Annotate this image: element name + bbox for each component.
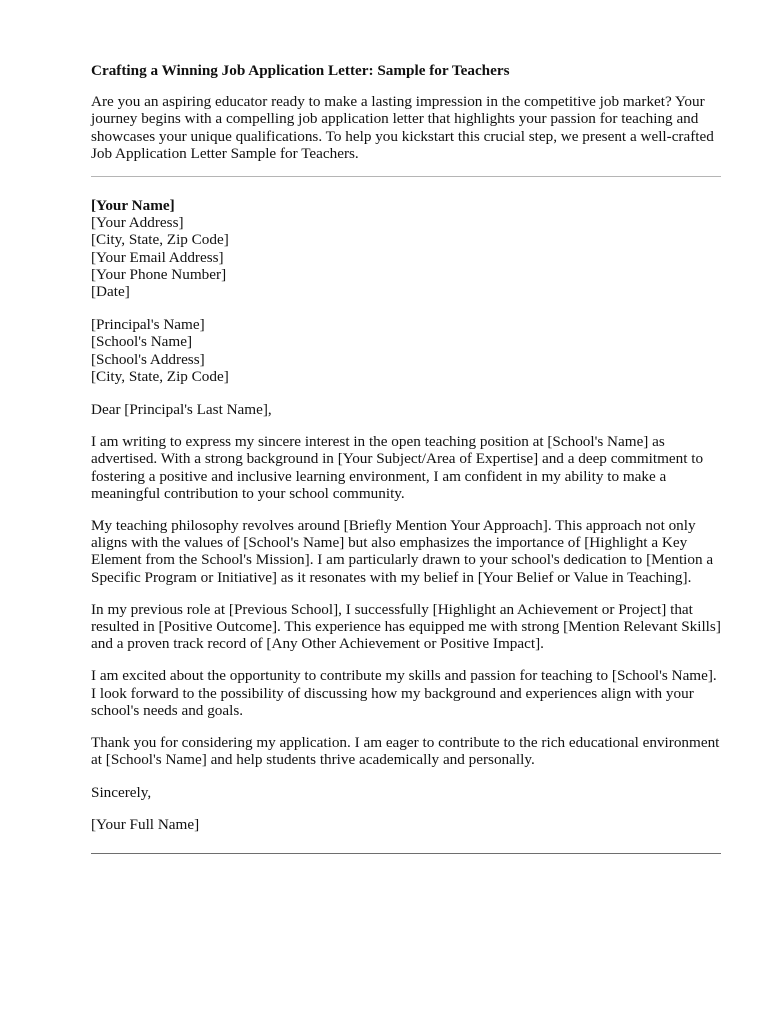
- recipient-address: [School's Address]: [91, 350, 205, 368]
- signature: [Your Full Name]: [91, 815, 200, 833]
- sender-address: [Your Address]: [91, 214, 184, 232]
- page-title: Crafting a Winning Job Application Letter: Sample for Teachers: [91, 62, 510, 79]
- divider-bottom: [91, 853, 721, 854]
- body-paragraph-5: Thank you for considering my application. I am eager to contribute to the rich educational environment at [School's Name] and help students thrive academically and personally.: [91, 734, 720, 769]
- recipient-name: [Principal's Name]: [91, 316, 205, 334]
- recipient-address-block: [91, 316, 721, 385]
- body-paragraph-4: I am excited about the opportunity to contribute my skills and passion for teaching to [School's Name]. I look forward to the possibility of discussing how my background and experiences align with your school's needs and goals.: [91, 667, 717, 719]
- body-paragraph-1: I am writing to express my sincere interest in the open teaching position at [School's Name] as advertised. With a strong background in [Your Subject/Area of Expertise] and a deep commitment to fostering a positive and inclusive learning environment, I am confident in my ability to make a meaningful contribution to your school community.: [91, 433, 704, 502]
- salutation: Dear [Principal's Last Name],: [91, 401, 272, 419]
- sender-email: [Your Email Address]: [91, 248, 224, 266]
- intro-paragraph: Are you an aspiring educator ready to make a lasting impression in the competitive job market? Your journey begins with a compelling job application letter that highlights your passion for teaching and showcases your unique qualifications. To help you kickstart this crucial step, we present a well-crafted Job Application Letter Sample for Teachers.: [91, 93, 714, 162]
- recipient-school: [School's Name]: [91, 333, 193, 351]
- closing: Sincerely,: [91, 783, 152, 801]
- letter-date: [Date]: [91, 283, 130, 301]
- body-paragraph-2: My teaching philosophy revolves around [Briefly Mention Your Approach]. This approach not only aligns with the values of [School's Name] but also emphasizes the importance of [Highlight a Key Element from the School's Mission]. I am particularly drawn to your school's dedication to [Mention a Specific Program or Initiative] as it resonates with my belief in [Your Belief or Value in Teaching].: [91, 517, 714, 586]
- recipient-city: [City, State, Zip Code]: [91, 367, 229, 385]
- sender-city: [City, State, Zip Code]: [91, 231, 229, 249]
- divider-top: [91, 176, 721, 177]
- sender-phone: [Your Phone Number]: [91, 265, 227, 283]
- sender-address-block: [91, 197, 721, 300]
- body-paragraph-3: In my previous role at [Previous School], I successfully [Highlight an Achievement or Project] that resulted in [Positive Outcome]. This experience has equipped me with strong [Mention Relevant Skills] and a proven track record of [Any Other Achievement or Positive Impact].: [91, 600, 721, 653]
- sender-name: [Your Name]: [91, 197, 175, 215]
- document-content: [91, 62, 721, 854]
